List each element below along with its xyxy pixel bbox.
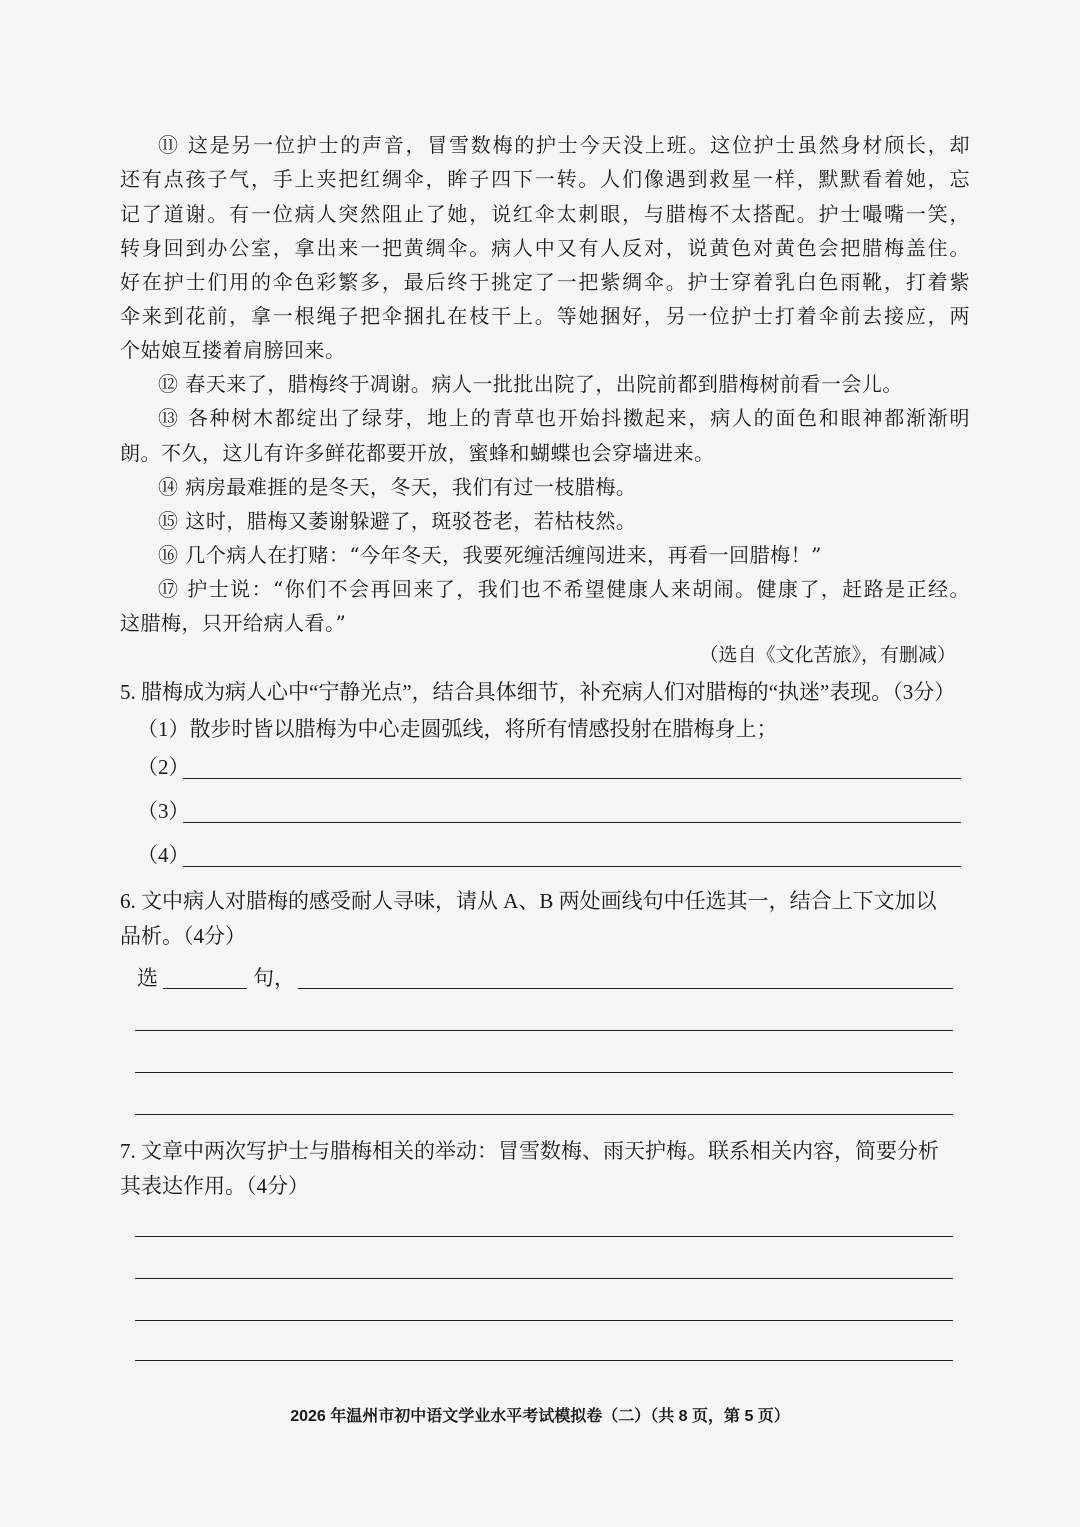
question-5-item-4 bbox=[137, 840, 962, 870]
answer-line[interactable] bbox=[135, 1236, 953, 1237]
passage-line: ⑰ 护士说：“你们不会再回来了，我们也不希望健康人来胡闹。健康了，赶路是正经。 bbox=[158, 577, 970, 601]
passage-line: ⑮ 这时，腊梅又萎谢躲避了，斑驳苍老，若枯枝然。 bbox=[158, 509, 637, 533]
sentence-choice-blank[interactable] bbox=[163, 988, 247, 989]
passage-line: 朗。不久，这儿有许多鲜花都要开放，蜜蜂和蝴蝶也会穿墙进来。 bbox=[120, 441, 715, 465]
answer-line[interactable] bbox=[183, 822, 961, 823]
select-prefix: 选 bbox=[137, 966, 158, 990]
passage-line: 个姑娘互搂着肩膀回来。 bbox=[120, 338, 346, 362]
passage-line: ⑫ 春天来了，腊梅终于凋谢。病人一批批出院了，出院前都到腊梅树前看一会儿。 bbox=[158, 372, 903, 396]
passage-line: 转身回到办公室，拿出来一把黄绸伞。病人中又有人反对，说黄色对黄色会把腊梅盖住。 bbox=[120, 236, 970, 260]
question-6-line-2: 品析。（4分） bbox=[120, 924, 246, 948]
question-7-line-2: 其表达作用。（4分） bbox=[120, 1174, 309, 1198]
answer-line[interactable] bbox=[135, 1030, 953, 1031]
answer-line[interactable] bbox=[183, 866, 961, 867]
passage-source: （选自《文化苦旅》，有删减） bbox=[699, 644, 956, 666]
answer-line[interactable] bbox=[135, 1072, 953, 1073]
answer-line[interactable] bbox=[135, 1320, 953, 1321]
select-suffix: 句， bbox=[253, 966, 295, 990]
passage-line: ⑯ 几个病人在打赌：“今年冬天，我要死缠活缠闯进来，再看一回腊梅！” bbox=[158, 543, 822, 567]
answer-line[interactable] bbox=[135, 1278, 953, 1279]
answer-line[interactable] bbox=[183, 778, 961, 779]
passage-line: ⑪ 这是另一位护士的声音，冒雪数梅的护士今天没上班。这位护士虽然身材颀长，却 bbox=[158, 133, 970, 157]
passage-line: 好在护士们用的伞色彩繁多，最后终于挑定了一把紫绸伞。护士穿着乳白色雨靴，打着紫 bbox=[120, 270, 970, 294]
item-label: （4） bbox=[137, 843, 190, 867]
passage-line: 这腊梅，只开给病人看。” bbox=[120, 611, 347, 635]
question-7-line-1: 7. 文章中两次写护士与腊梅相关的举动：冒雪数梅、雨天护梅。联系相关内容，简要分析 bbox=[120, 1139, 939, 1163]
passage-line: ⑭ 病房最难捱的是冬天，冬天，我们有过一枝腊梅。 bbox=[158, 475, 637, 499]
passage-line: 伞来到花前，拿一根绳子把伞捆扎在枝干上。等她捆好，另一位护士打着伞前去接应，两 bbox=[120, 304, 970, 328]
answer-line[interactable] bbox=[135, 1114, 953, 1115]
answer-line[interactable] bbox=[298, 988, 953, 989]
item-label: （2） bbox=[137, 755, 190, 779]
question-5-item-3 bbox=[137, 796, 962, 826]
question-5-item-1: （1）散步时皆以腊梅为中心走圆弧线，将所有情感投射在腊梅身上； bbox=[137, 717, 778, 741]
passage-line: 还有点孩子气，手上夹把红绸伞，眸子四下一转。人们像遇到救星一样，默默看着她，忘 bbox=[120, 167, 970, 191]
passage-line: 记了道谢。有一位病人突然阻止了她，说红伞太刺眼，与腊梅不太搭配。护士嘬嘴一笑， bbox=[120, 202, 970, 226]
passage-line: ⑬ 各种树木都绽出了绿芽，地上的青草也开始抖擞起来，病人的面色和眼神都渐渐明 bbox=[158, 406, 970, 430]
page-footer: 2026 年温州市初中语文学业水平考试模拟卷（二）（共 8 页，第 5 页） bbox=[290, 1408, 790, 1425]
question-5-title: 5. 腊梅成为病人心中“宁静光点”，结合具体细节，补充病人们对腊梅的“执迷”表现。（3分） bbox=[120, 680, 956, 704]
answer-line[interactable] bbox=[135, 1360, 953, 1361]
item-label: （3） bbox=[137, 799, 190, 823]
question-5-item-2 bbox=[137, 752, 962, 782]
question-6-line-1: 6. 文中病人对腊梅的感受耐人寻味，请从 A、B 两处画线句中任选其一，结合上下文加以 bbox=[120, 889, 937, 913]
